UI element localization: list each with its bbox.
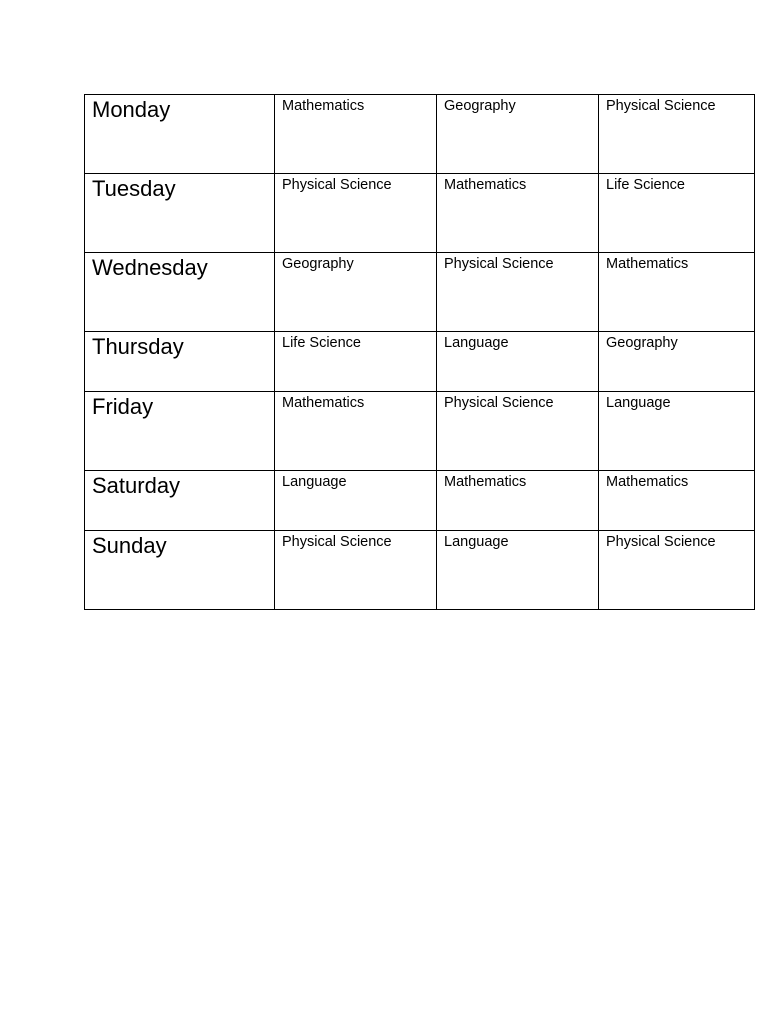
table-row <box>85 392 755 471</box>
subject-cell: Life Science <box>275 332 437 392</box>
table-row <box>85 95 755 174</box>
day-label: Friday <box>85 392 275 471</box>
day-label: Saturday <box>85 471 275 531</box>
subject-cell: Geography <box>437 95 599 174</box>
subject-cell: Mathematics <box>275 95 437 174</box>
subject-cell: Life Science <box>599 174 755 253</box>
day-label: Sunday <box>85 531 275 610</box>
subject-cell: Mathematics <box>437 471 599 531</box>
subject-cell: Physical Science <box>599 95 755 174</box>
subject-cell: Language <box>437 531 599 610</box>
subject-cell: Geography <box>275 253 437 332</box>
day-label: Wednesday <box>85 253 275 332</box>
subject-cell: Language <box>437 332 599 392</box>
subject-cell: Mathematics <box>599 471 755 531</box>
table-row <box>85 531 755 610</box>
subject-cell: Physical Science <box>275 174 437 253</box>
subject-cell: Language <box>599 392 755 471</box>
day-label: Tuesday <box>85 174 275 253</box>
subject-cell: Physical Science <box>599 531 755 610</box>
subject-cell: Geography <box>599 332 755 392</box>
table-row <box>85 471 755 531</box>
table-row <box>85 332 755 392</box>
subject-cell: Language <box>275 471 437 531</box>
subject-cell: Physical Science <box>275 531 437 610</box>
subject-cell: Mathematics <box>437 174 599 253</box>
table-row <box>85 253 755 332</box>
subject-cell: Physical Science <box>437 392 599 471</box>
subject-cell: Mathematics <box>599 253 755 332</box>
weekly-schedule-table <box>84 94 755 610</box>
table-row <box>85 174 755 253</box>
day-label: Monday <box>85 95 275 174</box>
subject-cell: Mathematics <box>275 392 437 471</box>
subject-cell: Physical Science <box>437 253 599 332</box>
day-label: Thursday <box>85 332 275 392</box>
